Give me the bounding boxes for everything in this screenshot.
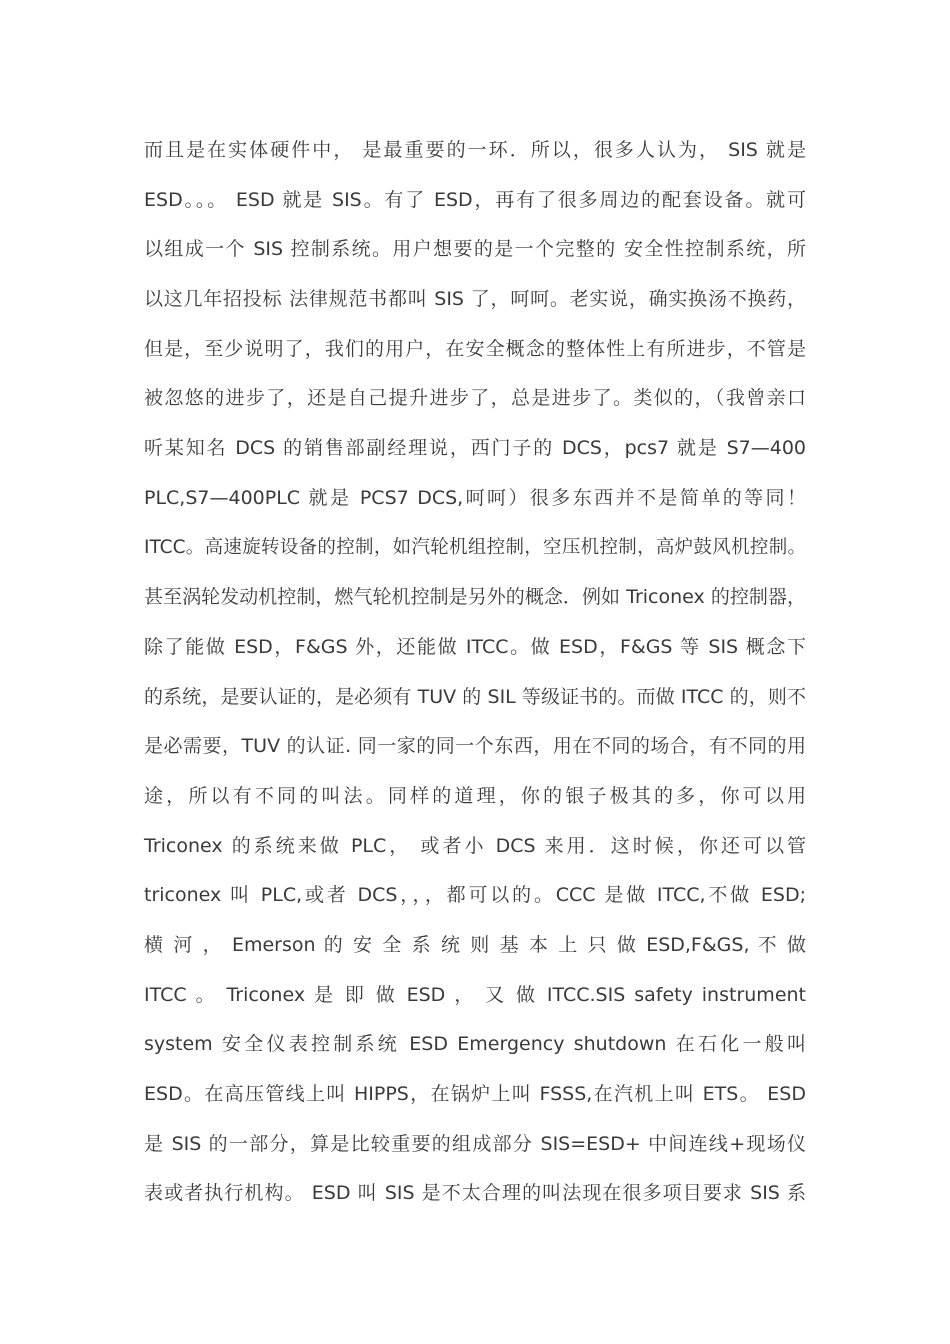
text-line: system 安全仪表控制系统 ESD Emergency shutdown 在石化一般叫 xyxy=(144,1033,806,1056)
text-line: ITCC。高速旋转设备的控制，如汽轮机组控制，空压机控制，高炉鼓风机控制。 xyxy=(144,536,806,558)
text-line: 表或者执行机构。 ESD 叫 SIS 是不太合理的叫法现在很多项目要求 SIS 系 xyxy=(144,1182,806,1205)
text-line: 而且是在实体硬件中， 是最重要的一环．所以，很多人认为， SIS 就是 xyxy=(144,139,806,161)
text-line: ESD。在高压管线上叫 HIPPS，在锅炉上叫 FSSS,在汽机上叫 ETS。 ESD xyxy=(144,1083,806,1106)
text-line: 以这几年招投标 法律规范书都叫 SIS 了，呵呵。老实说，确实换汤不换药， xyxy=(144,288,806,311)
text-line: 是必需要，TUV 的认证. 同一家的同一个东西，用在不同的场合，有不同的用 xyxy=(144,735,806,758)
text-line: ITCC 。 Triconex 是 即 做 ESD ， 又 做 ITCC.SIS safety instrument xyxy=(144,983,806,1006)
text-line: 被忽悠的进步了，还是自己提升进步了，总是进步了。类似的，（我曾亲口 xyxy=(144,387,806,410)
text-line: 除了能做 ESD，F&GS 外，还能做 ITCC。做 ESD，F&GS 等 SIS 概念下 xyxy=(144,635,806,658)
text-line: 以组成一个 SIS 控制系统。用户想要的是一个完整的 安全性控制系统，所 xyxy=(144,238,806,261)
text-line: 听某知名 DCS 的销售部副经理说，西门子的 DCS，pcs7 就是 S7—400 xyxy=(144,437,806,460)
text-line: 甚至涡轮发动机控制，燃气轮机控制是另外的概念．例如 Triconex 的控制器， xyxy=(144,586,806,609)
text-line: 途，所以有不同的叫法。同样的道理，你的银子极其的多，你可以用 xyxy=(144,784,806,807)
text-line: 是 SIS 的一部分，算是比较重要的组成部分 SIS=ESD+ 中间连线+现场仪 xyxy=(144,1132,806,1155)
text-line: PLC,S7—400PLC 就是 PCS7 DCS,呵呵）很多东西并不是简单的等同！ xyxy=(144,486,806,509)
text-line: 的系统，是要认证的，是必须有 TUV 的 SIL 等级证书的。而做 ITCC 的，则不 xyxy=(144,685,806,708)
text-line: 横 河 ， Emerson 的 安 全 系 统 则 基 本 上 只 做 ESD,F&GS, 不 做 xyxy=(144,934,806,956)
text-line: 但是，至少说明了，我们的用户，在安全概念的整体性上有所进步，不管是 xyxy=(144,337,806,360)
text-line: Triconex 的系统来做 PLC， 或者小 DCS 来用．这时候，你还可以管 xyxy=(144,834,806,857)
text-line: triconex 叫 PLC,或者 DCS，，，都可以的。CCC 是做 ITCC,不做 ESD; xyxy=(144,884,806,907)
text-line: ESD。。。 ESD 就是 SIS。有了 ESD，再有了很多周边的配套设备。就可 xyxy=(144,188,806,211)
body-text xyxy=(144,132,806,1225)
